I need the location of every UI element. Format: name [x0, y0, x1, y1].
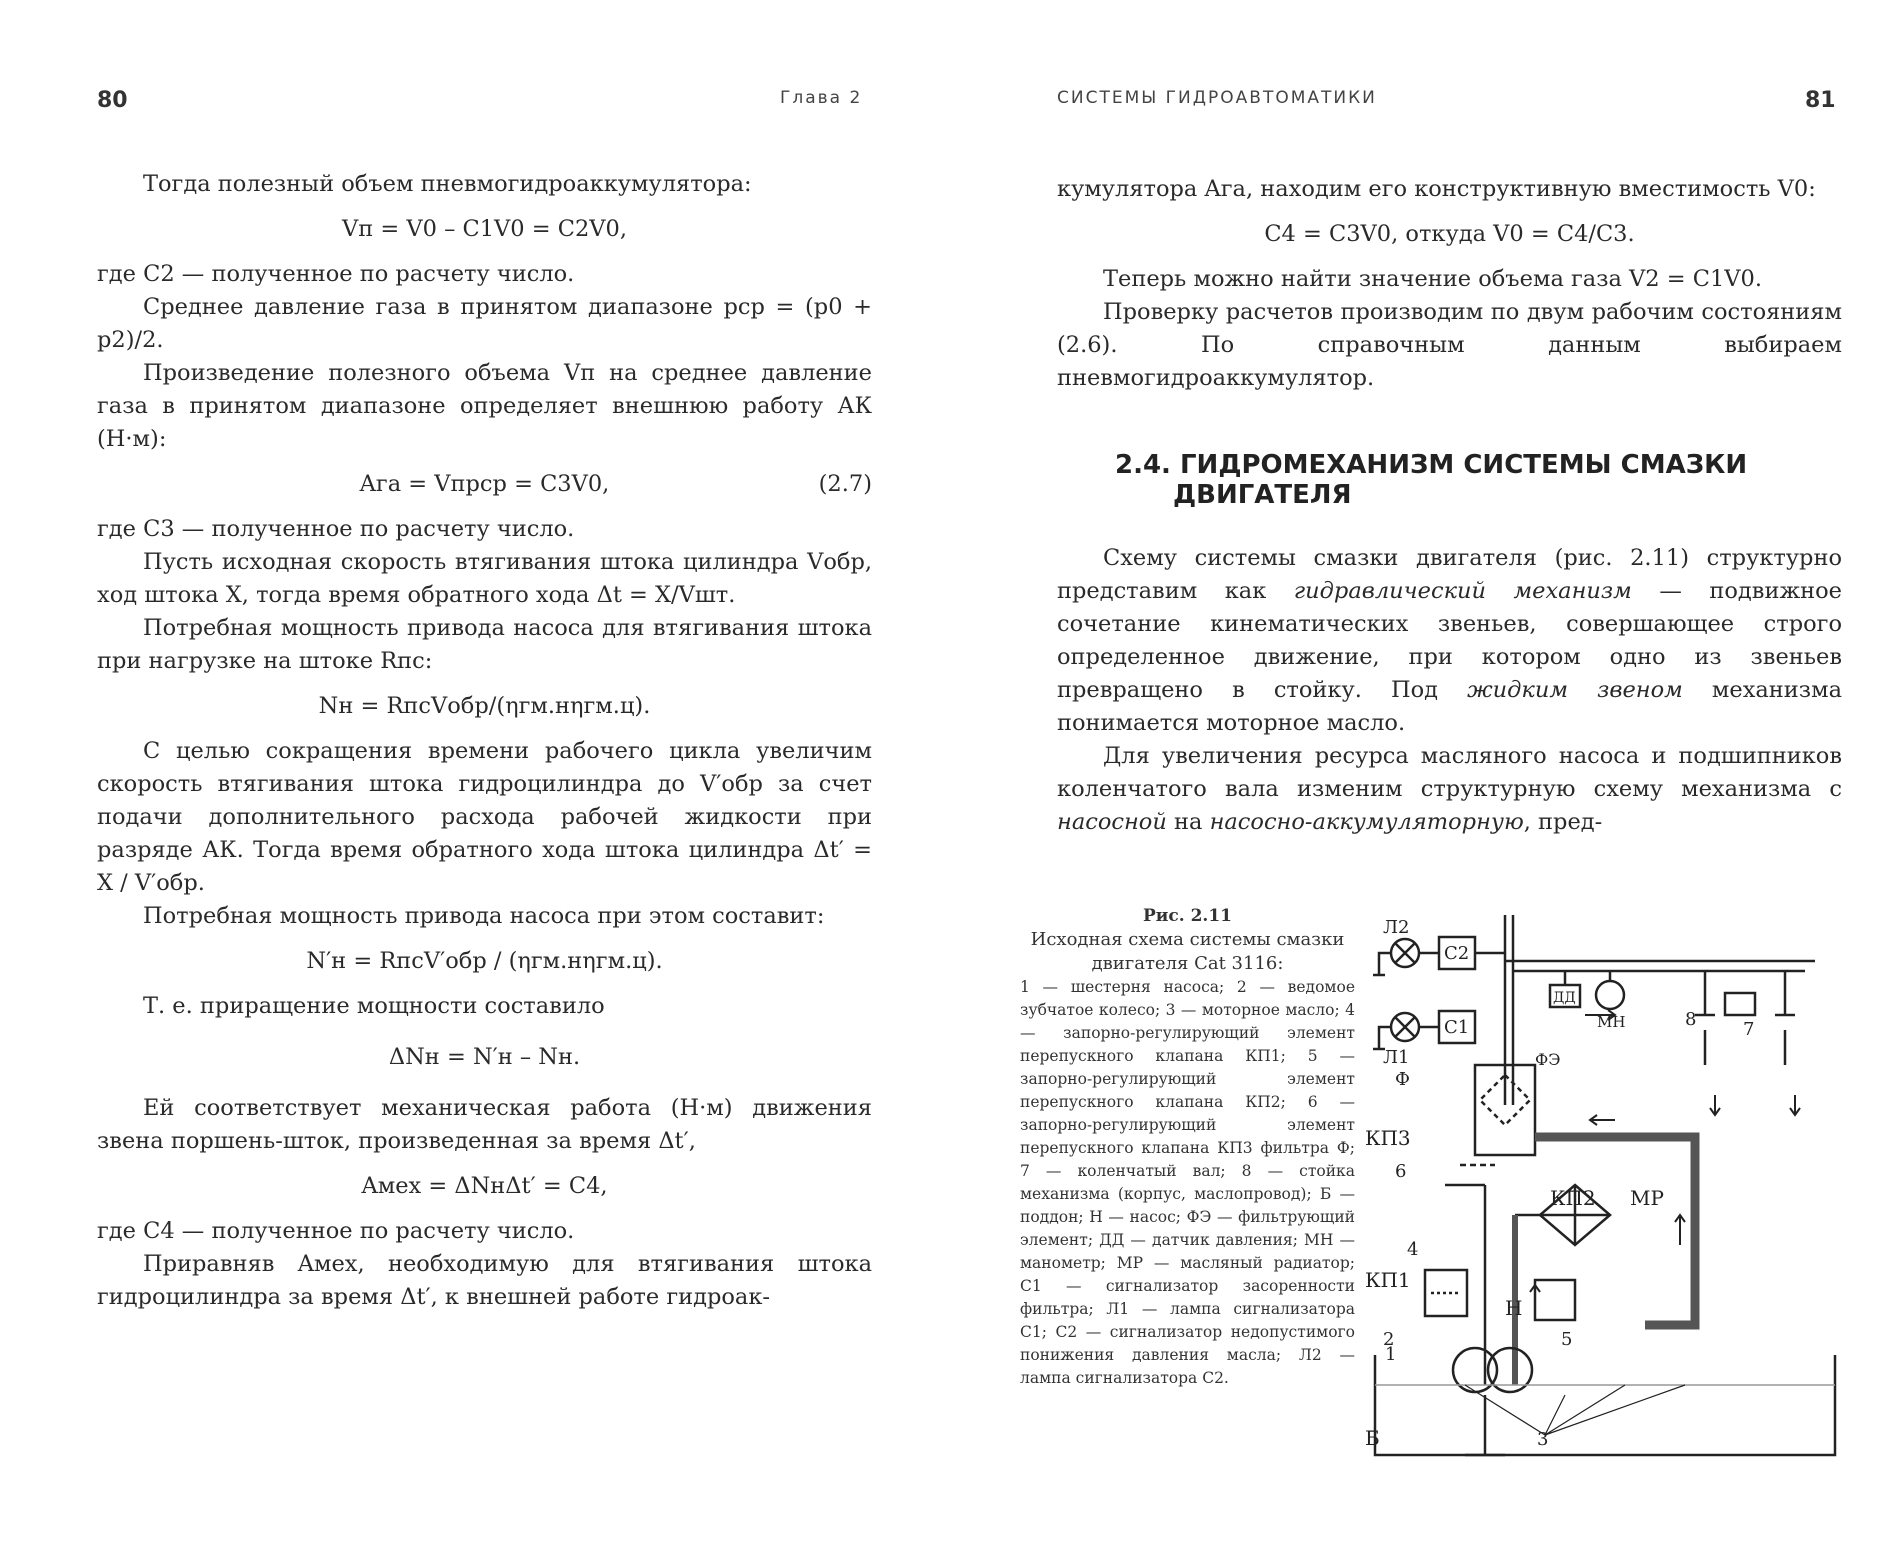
left-page	[0, 0, 950, 1555]
text-run: , пред-	[1523, 809, 1603, 835]
page-number-right: 81	[1805, 88, 1836, 113]
label-l2: Л2	[1383, 917, 1410, 938]
paragraph: Произведение полезного объема Vп на среднее давление газа в принятом диапазоне определяет внешнюю работу АК (Н·м):	[97, 360, 872, 452]
label-4: 4	[1407, 1239, 1419, 1260]
paragraph: Потребная мощность привода насоса для втягивания штока при нагрузке на штоке Rпс:	[97, 615, 872, 674]
label-c1: С1	[1444, 1017, 1470, 1038]
valve-kp2	[1535, 1280, 1575, 1320]
equation: Nн = RпсVобр/(ηгм.нηгм.ц).	[318, 693, 651, 719]
label-dd: ДД	[1553, 990, 1576, 1006]
label-c2: С2	[1444, 943, 1470, 964]
lamp-l1-cross	[1395, 1017, 1415, 1037]
paragraph	[1057, 542, 1842, 740]
italic-term: гидравлический механизм	[1293, 578, 1632, 604]
figure-2-11	[1020, 905, 1850, 1505]
label-n: Н	[1505, 1296, 1523, 1320]
figure-label: Рис. 2.11	[1143, 906, 1232, 926]
lubrication-schematic	[1365, 915, 1845, 1475]
figure-legend: 1 — шестерня насоса; 2 — ведомое зубчатое колесо; 3 — моторное масло; 4 — запорно-регулирующий элемент перепускного клапана КП1; 5 — запорно-регулирующий элемент перепускного клапана КП2; 6 — запорно-регулирующий элемент перепускного клапана КП3 фильтра Ф; 7 — коленчатый вал; 8 — стойка механизма (корпус, маслопровод); Б — поддон; Н — насос; ФЭ — фильтрующий элемент; ДД — датчик давления; МН — манометр; МР — масляный радиатор; С1 — сигнализатор засоренности фильтра; Л1 — лампа сигнализатора С1; С2 — сигнализатор недопустимого понижения давления масла; Л2 — лампа сигнализатора С2.	[1020, 978, 1355, 1387]
label-2: 2	[1383, 1329, 1395, 1350]
equation: Vп = V0 – C1V0 = C2V0,	[341, 216, 628, 242]
equation: Aмех = ΔNнΔt′ = C4,	[361, 1173, 608, 1199]
sump-pan	[1375, 1355, 1835, 1455]
crankshaft-journal	[1725, 993, 1755, 1015]
left-text-column	[97, 168, 872, 1314]
label-kp1: КП1	[1365, 1268, 1411, 1292]
paragraph: Потребная мощность привода насоса при этом составит:	[143, 903, 825, 929]
equation: C4 = C3V0, откуда V0 = C4/C3.	[1264, 221, 1635, 247]
paragraph: Т. е. приращение мощности составило	[143, 993, 605, 1019]
lamp-l2-cross	[1395, 943, 1415, 963]
label-5: 5	[1561, 1329, 1573, 1350]
running-head-left: Глава 2	[780, 88, 863, 108]
equation-body: Aга = Vпpср = C3V0,	[359, 471, 610, 497]
manometer-icon	[1596, 981, 1624, 1009]
label-b: Б	[1365, 1426, 1380, 1450]
label-kp2: КП2	[1550, 1186, 1596, 1210]
paragraph: Ей соответствует механическая работа (Н·м) движения звена поршень-шток, произведенная за время Δt′,	[97, 1095, 872, 1154]
label-mn: МН	[1597, 1013, 1626, 1031]
italic-term: насосно-аккумуляторную	[1209, 809, 1524, 835]
paragraph: где C3 — полученное по расчету число.	[97, 516, 575, 542]
paragraph: С целью сокращения времени рабочего цикла увеличим скорость втягивания штока гидроцилиндра до V′обр за счет подачи дополнительного расхода рабочей жидкости при разряде АК. Тогда время обратного хода штока цилиндра Δt′ = X / V′обр.	[97, 738, 872, 896]
page-number-left: 80	[97, 88, 128, 113]
label-1: 1	[1385, 1344, 1397, 1365]
figure-title: Исходная схема системы смазки двигателя Cat 3116:	[1030, 929, 1345, 974]
text-run: — подвижное сочетание кинематических звеньев, совершающее строго определенное движение, при котором одно из звеньев превращено в стойку. Под	[1057, 578, 1842, 703]
running-head-right: СИСТЕМЫ ГИДРОАВТОМАТИКИ	[1057, 88, 1377, 108]
text-run: на	[1166, 809, 1210, 835]
equation: N′н = RпсV′обр / (ηгм.нηгм.ц).	[306, 948, 663, 974]
section-heading: 2.4. ГИДРОМЕХАНИЗМ СИСТЕМЫ СМАЗКИ ДВИГАТЕЛЯ	[1115, 450, 1748, 510]
label-f: Ф	[1395, 1069, 1410, 1090]
paragraph: Проверку расчетов производим по двум рабочим состояниям (2.6). По справочным данным выбираем пневмогидроаккумулятор.	[1057, 299, 1842, 391]
paragraph: Среднее давление газа в принятом диапазоне pср = (p0 + p2)/2.	[97, 294, 872, 353]
label-6: 6	[1395, 1161, 1407, 1182]
paragraph: Пусть исходная скорость втягивания штока цилиндра Vобр, ход штока X, тогда время обратного хода Δt = X/Vшт.	[97, 549, 872, 608]
paragraph: Теперь можно найти значение объема газа V2 = C1V0.	[1103, 266, 1763, 292]
figure-caption	[1020, 905, 1355, 1390]
italic-term: насосной	[1057, 809, 1167, 835]
equation-2-7	[97, 468, 872, 501]
label-7: 7	[1743, 1019, 1755, 1040]
label-3: 3	[1537, 1429, 1549, 1450]
paragraph: Приравняв Aмех, необходимую для втягивания штока гидроцилиндра за время Δt′, к внешней работе гидроак-	[97, 1251, 872, 1310]
label-kp3: КП3	[1365, 1126, 1411, 1150]
paragraph	[1057, 740, 1842, 839]
label-8: 8	[1685, 1009, 1697, 1030]
right-text-column	[1057, 173, 1842, 839]
label-l1: Л1	[1383, 1047, 1410, 1068]
label-mr: МР	[1630, 1186, 1664, 1210]
label-fe: ФЭ	[1535, 1050, 1561, 1069]
italic-term: жидким звеном	[1467, 677, 1683, 703]
paragraph: Тогда полезный объем пневмогидроаккумулятора:	[143, 171, 752, 197]
text-run: Схему системы смазки двигателя (рис. 2.11) структурно представим как	[1057, 545, 1842, 604]
text-run: механизма понимается моторное масло.	[1057, 677, 1842, 736]
equation-number: (2.7)	[818, 471, 872, 497]
paragraph: где C4 — полученное по расчету число.	[97, 1218, 575, 1244]
text-run: Для увеличения ресурса масляного насоса и подшипников коленчатого вала изменим структурную схему механизма с	[1057, 743, 1842, 802]
equation: ΔNн = N′н – Nн.	[388, 1044, 581, 1070]
paragraph: кумулятора Aга, находим его конструктивную вместимость V0:	[1057, 176, 1816, 202]
paragraph: где C2 — полученное по расчету число.	[97, 261, 575, 287]
